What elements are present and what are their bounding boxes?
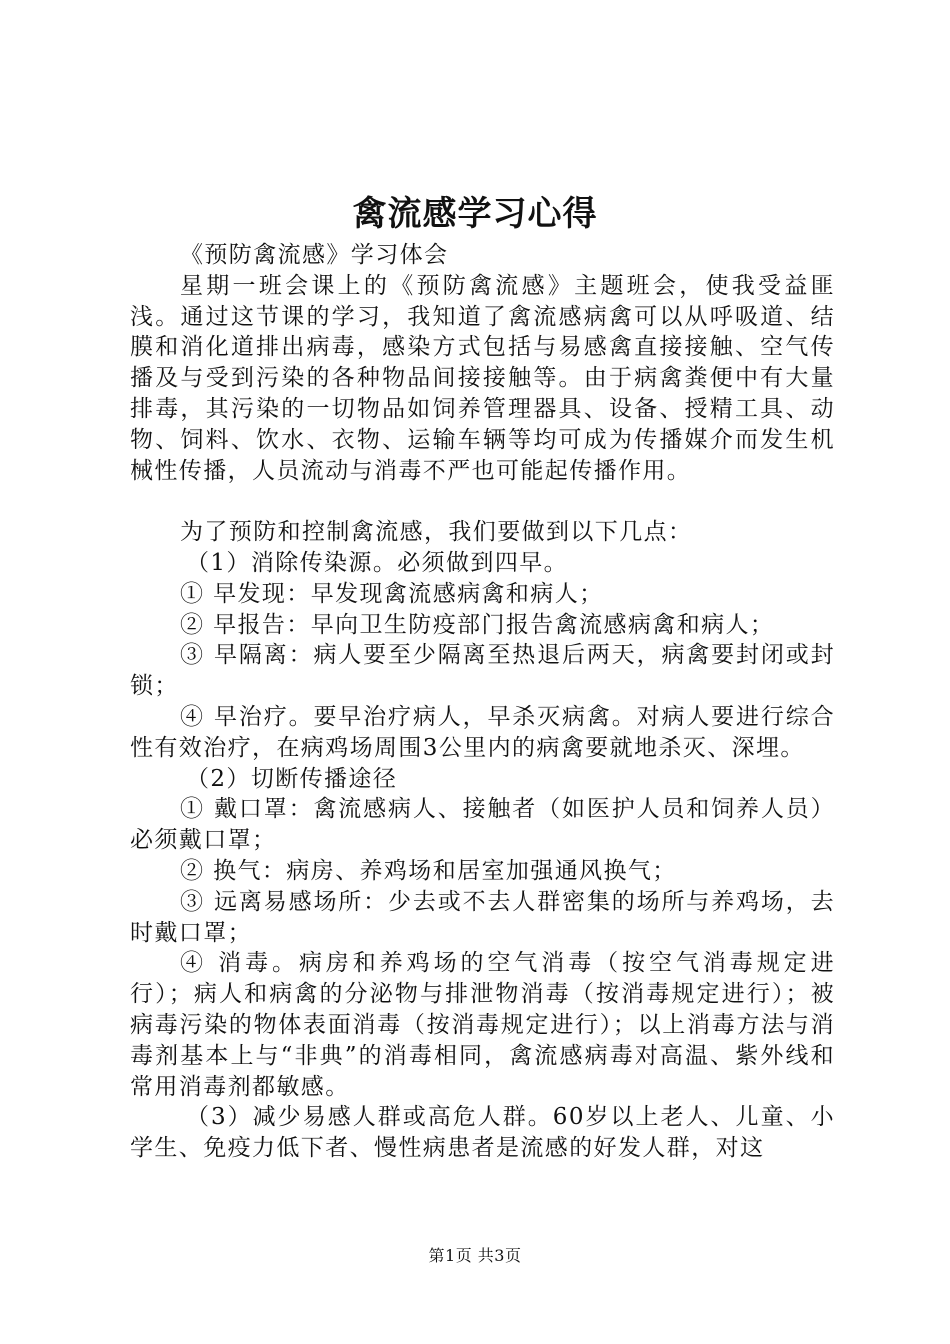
list-item: ③ 远离易感场所：少去或不去人群密集的场所与养鸡场，去时戴口罩； [130,888,835,946]
page-footer [0,1243,950,1266]
list-item: ③ 早隔离：病人要至少隔离至热退后两天，病禽要封闭或封锁； [130,642,835,700]
paragraph-intro: 星期一班会课上的《预防禽流感》主题班会，使我受益匪浅。通过这节课的学习，我知道了禽流感病禽可以从呼吸道、结膜和消化道排出病毒，感染方式包括与易感禽直接接触、空气传播及与受到污染的各种物品间接接触等。由于病禽粪便中有大量排毒，其污染的一切物品如饲养管理器具、设备、授精工具、动物、饲料、饮水、衣物、运输车辆等均可成为传播媒介而发生机械性传播，人员流动与消毒不严也可能起传播作用。 [130,272,835,484]
list-item: ④ 早治疗。要早治疗病人，早杀灭病禽。对病人要进行综合性有效治疗，在病鸡场周围3公里内的病禽要就地杀灭、深埋。 [130,703,835,761]
document-title: 禽流感学习心得 [352,194,598,234]
paragraph-subtitle: 《预防禽流感》学习体会 [180,242,449,268]
list-item: ① 戴口罩：禽流感病人、接触者（如医护人员和饲养人员）必须戴口罩； [130,796,835,854]
section-heading-1: （1）消除传染源。必须做到四早。 [186,549,569,576]
paragraph-points-intro: 为了预防和控制禽流感，我们要做到以下几点： [180,519,693,546]
list-item: ② 换气：病房、养鸡场和居室加强通风换气； [180,857,677,884]
list-item: ④ 消毒。病房和养鸡场的空气消毒（按空气消毒规定进行）；病人和病禽的分泌物与排泄物消毒（按消毒规定进行）；被病毒污染的物体表面消毒（按消毒规定进行）；以上消毒方法与消毒剂基本上与“非典”的消毒相同，禽流感病毒对高温、紫外线和常用消毒剂都敏感。 [130,950,835,1100]
paragraph-spacer [130,486,835,517]
document-body [130,240,835,1164]
list-item: ① 早发现：早发现禽流感病禽和病人； [180,580,604,607]
list-item: ② 早报告：早向卫生防疫部门报告禽流感病禽和病人； [180,611,775,638]
section-heading-3: （3）减少易感人群或高危人群。60岁以上老人、儿童、小学生、免疫力低下者、慢性病患者是流感的好发人群，对这 [130,1104,835,1162]
section-heading-2: （2）切断传播途径 [186,765,398,792]
page-number: 第1页 共3页 [428,1246,522,1265]
